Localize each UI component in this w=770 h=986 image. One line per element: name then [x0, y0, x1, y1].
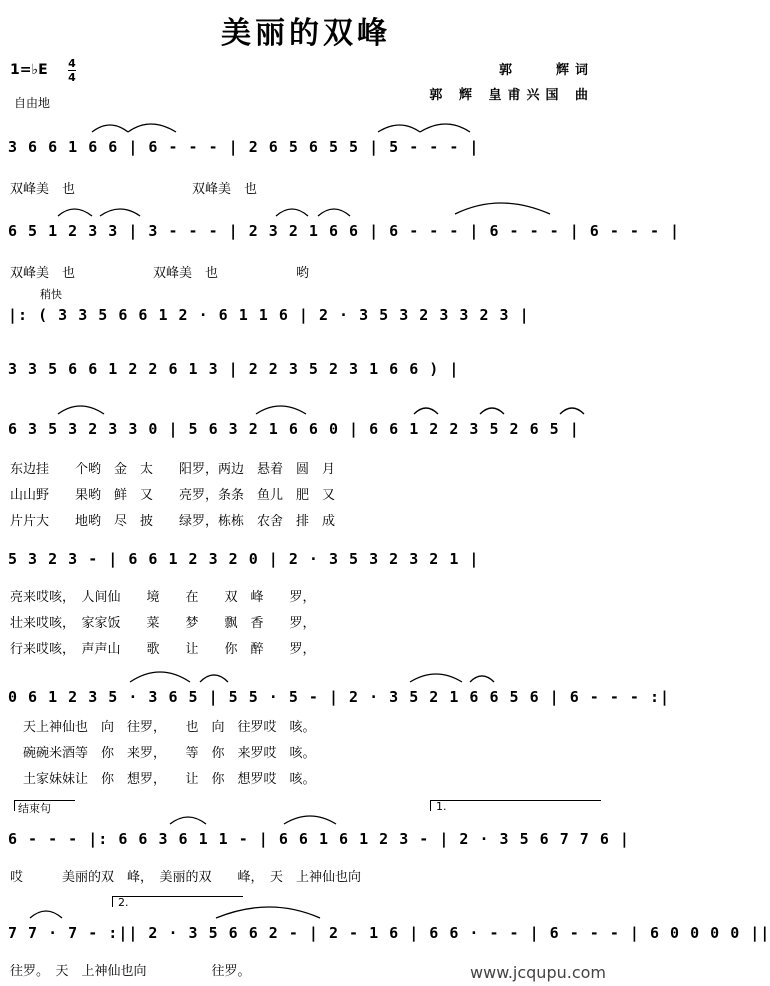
watermark: www.jcqupu.com [470, 963, 606, 982]
notation-line-9: 7 7 · 7 - :|| 2 · 3 5 6 6 2 - | 2 - 1 6 | 6 6 · - - | 6 - - - | 6 0 0 0 0 || [8, 924, 770, 942]
notation-line-4: 3 3 5 6 6 1 2 2 6 1 3 | 2 2 3 5 2 3 1 6 6 ) | [8, 360, 460, 378]
coda-label: 结束句 [18, 802, 51, 815]
slur [378, 125, 420, 132]
slur [256, 406, 306, 414]
slur [128, 124, 176, 132]
slur [455, 203, 550, 214]
second-ending-label: 2. [118, 896, 129, 909]
slur [58, 406, 104, 414]
meter-top: 4 [68, 57, 76, 70]
notation-line-6: 5 3 2 3 - | 6 6 1 2 3 2 0 | 2 · 3 5 3 2 3 2 1 | [8, 550, 480, 568]
lyric-line-13: 往罗。 天 上神仙也向 往罗。 [10, 964, 251, 979]
slur [318, 209, 350, 216]
slur [58, 209, 92, 216]
lyric-line-8: 行来哎咳， 声声山 歌 让 你 醉 罗， [10, 642, 316, 657]
lyric-line-7: 壮来哎咳， 家家饭 菜 梦 飘 香 罗， [10, 616, 316, 631]
composer: 郭 辉 皇甫兴国 曲 [429, 88, 594, 103]
slur [470, 676, 494, 682]
tempo-change: 稍快 [40, 288, 62, 301]
slur [100, 209, 140, 216]
lyric-line-9: 天上神仙也 向 往罗， 也 向 往罗哎 咳。 [10, 720, 316, 735]
lyric-line-3: 东边挂 个哟 金 太 阳罗，两边 悬着 圆 月 [10, 462, 336, 477]
notation-line-8: 6 - - - |: 6 6 3 6 1 1 - | 6 6 1 6 1 2 3 - | 2 · 3 5 6 7 7 6 | [8, 830, 630, 848]
lyricist: 郭 辉词 [498, 63, 594, 78]
first-ending-label: 1. [436, 800, 447, 813]
lyric-line-6: 亮来哎咳， 人间仙 境 在 双 峰 罗， [10, 590, 316, 605]
slur [560, 408, 584, 414]
lyric-line-2: 双峰美 也 双峰美 也 哟 [10, 266, 310, 281]
slur [130, 672, 190, 682]
slur [170, 817, 206, 824]
notation-line-7: 0 6 1 2 3 5 · 3 6 5 | 5 5 · 5 - | 2 · 3 5 2 1 6 6 5 6 | 6 - - - :| [8, 688, 671, 706]
notation-line-2: 6 5 1 2 3 3 | 3 - - - | 2 3 2 1 6 6 | 6 - - - | 6 - - - | 6 - - - | [8, 222, 681, 240]
page-title: 美丽的双峰 [221, 16, 391, 51]
slur [200, 675, 228, 682]
lyric-line-4: 山山野 果哟 鲜 又 亮罗，条条 鱼儿 肥 又 [10, 488, 336, 503]
lyric-line-5: 片片大 地哟 尽 披 绿罗，栋栋 农舍 排 成 [10, 514, 336, 529]
lyric-line-12: 哎 美丽的双 峰， 美丽的双 峰， 天 上神仙也向 [10, 870, 362, 885]
lyric-line-10: 碗碗米酒等 你 来罗， 等 你 来罗哎 咳。 [10, 746, 316, 761]
slur [410, 674, 462, 682]
lyric-line-1: 双峰美 也 双峰美 也 [10, 182, 258, 197]
slur [30, 911, 62, 918]
lyric-line-11: 土家妹妹让 你 想罗， 让 你 想罗哎 咳。 [10, 772, 316, 787]
slur [216, 907, 320, 918]
notation-line-1: 3 6 6 1 6 6 | 6 - - - | 2 6 5 6 5 5 | 5 - - - | [8, 138, 480, 156]
meter-bottom: 4 [68, 71, 76, 84]
slur [284, 816, 336, 824]
key-signature: 1=♭E [10, 62, 48, 78]
slur [92, 125, 128, 132]
slur [480, 408, 504, 414]
slur [414, 408, 438, 414]
notation-line-5: 6 3 5 3 2 3 3 0 | 5 6 3 2 1 6 6 0 | 6 6 1 2 2 3 5 2 6 5 | [8, 420, 580, 438]
slur [420, 124, 470, 132]
tempo-marking: 自由地 [14, 96, 51, 110]
slur [276, 209, 308, 216]
notation-line-3: |: ( 3 3 5 6 6 1 2 · 6 1 1 6 | 2 · 3 5 3 2 3 3 2 3 | [8, 306, 530, 324]
